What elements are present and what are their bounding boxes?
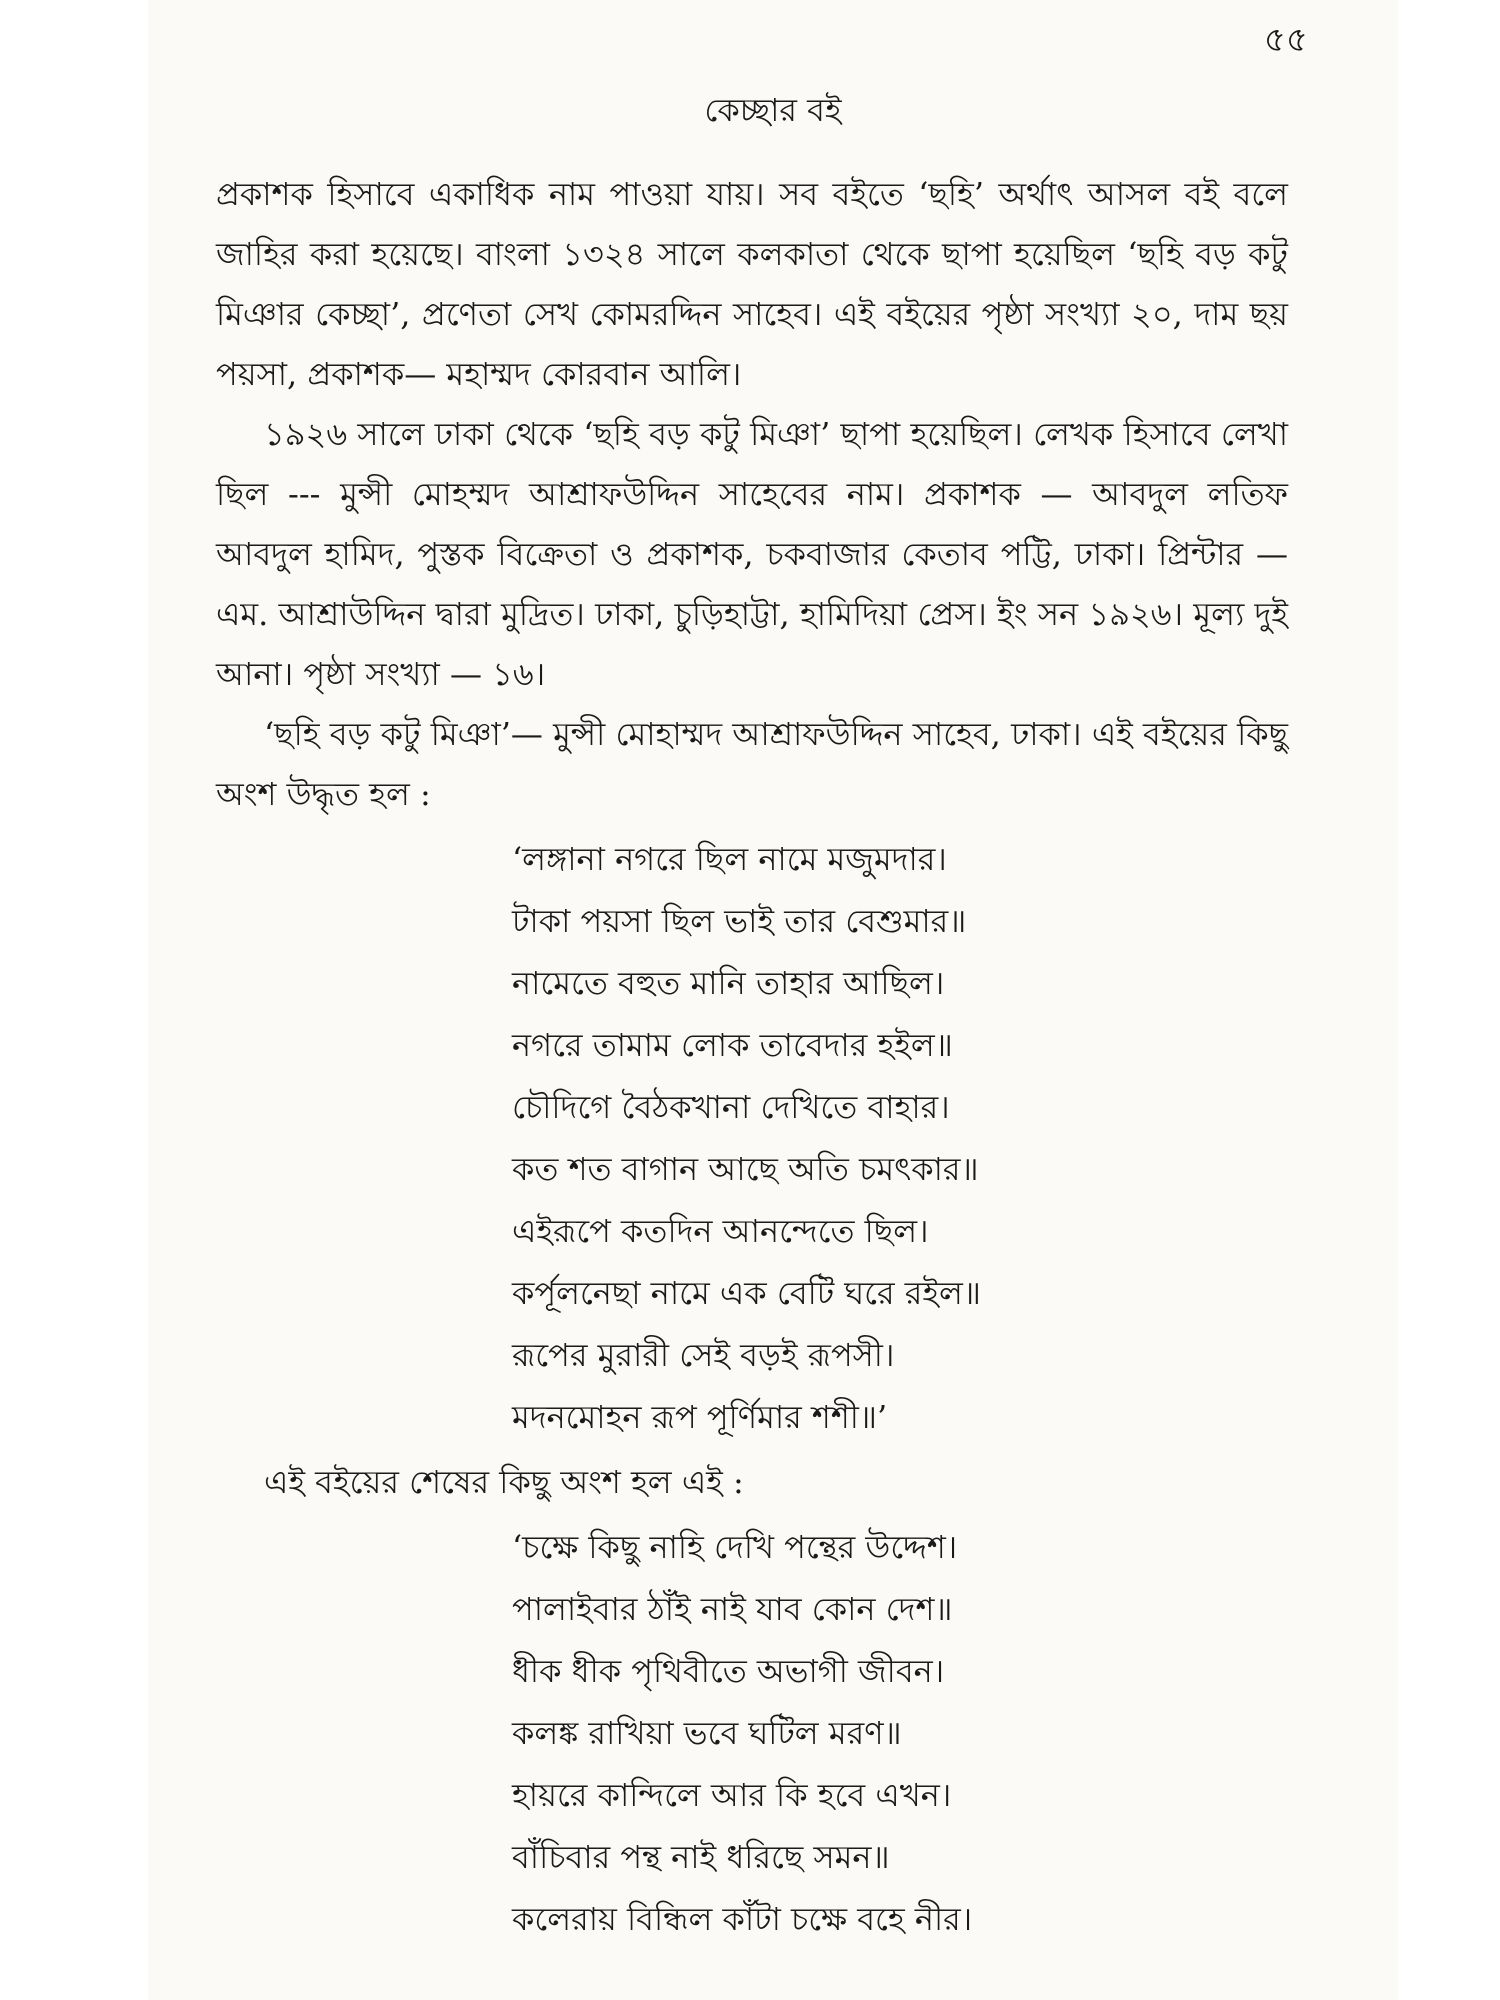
verse-line: বাঁচিবার পন্থ নাই ধরিছে সমন॥	[512, 1838, 890, 1876]
paragraph: এই বইয়ের শেষের কিছু অংশ হল এই :	[264, 1463, 744, 1501]
page-number: ৫৫	[1263, 20, 1308, 60]
page-body	[216, 164, 1288, 1954]
paragraph: ‘ছহি বড় কটু মিঞা’— মুন্সী মোহাম্মদ আশ্রাফউদ্দিন সাহেব, ঢাকা। এই বইয়ের কিছু অংশ উদ্ধৃত হল :	[216, 715, 1288, 813]
paragraph: ১৯২৬ সালে ঢাকা থেকে ‘ছহি বড় কটু মিঞা’ ছাপা হয়েছিল। লেখক হিসাবে লেখা ছিল --- মুন্সী মোহম্মদ আশ্রাফউদ্দিন সাহেবের নাম। প্রকাশক — আবদুল লতিফ আবদুল হামিদ, পুস্তক বিক্রেতা ও প্রকাশক, চকবাজার কেতাব পট্টি, ঢাকা। প্রিন্টার — এম. আশ্রাউদ্দিন দ্বারা মুদ্রিত। ঢাকা, চুড়িহাট্টা, হামিদিয়া প্রেস। ইং সন ১৯২৬। মূল্য দুই আনা। পৃষ্ঠা সংখ্যা — ১৬।	[216, 415, 1288, 693]
verse-quote-2	[216, 1516, 1288, 1950]
running-head: কেচ্ছার বই	[704, 91, 842, 129]
verse-line: ‘চক্ষে কিছু নাহি দেখি পন্থের উদ্দেশ।	[512, 1528, 958, 1566]
verse-line: টাকা পয়সা ছিল ভাই তার বেশুমার॥	[512, 902, 967, 940]
verse-line: কলঙ্ক রাখিয়া ভবে ঘটিল মরণ॥	[512, 1714, 902, 1752]
verse-line: ‘লঙ্গানা নগরে ছিল নামে মজুমদার।	[512, 840, 947, 878]
verse-line: চৌদিগে বৈঠকখানা দেখিতে বাহার।	[512, 1088, 950, 1126]
verse-line: নগরে তামাম লোক তাবেদার হইল॥	[512, 1026, 953, 1064]
paragraph: প্রকাশক হিসাবে একাধিক নাম পাওয়া যায়। সব বইতে ‘ছহি’ অর্থাৎ আসল বই বলে জাহির করা হয়েছে। বাংলা ১৩২৪ সালে কলকাতা থেকে ছাপা হয়েছিল ‘ছহি বড় কটু মিঞার কেচ্ছা’, প্রণেতা সেখ কোমরদ্দিন সাহেব। এই বইয়ের পৃষ্ঠা সংখ্যা ২০, দাম ছয় পয়সা, প্রকাশক— মহাম্মদ কোরবান আলি।	[216, 175, 1288, 393]
verse-line: কত শত বাগান আছে অতি চমৎকার॥	[512, 1150, 979, 1188]
book-page	[148, 0, 1398, 2000]
verse-line: রূপের মুরারী সেই বড়ই রূপসী।	[512, 1336, 895, 1374]
verse-line: পালাইবার ঠাঁই নাই যাব কোন দেশ॥	[512, 1590, 953, 1628]
verse-line: হায়রে কান্দিলে আর কি হবে এখন।	[512, 1776, 952, 1814]
verse-line: নামেতে বহুত মানি তাহার আছিল।	[512, 964, 945, 1002]
verse-line: এইরূপে কতদিন আনন্দেতে ছিল।	[512, 1212, 929, 1250]
verse-line: কলেরায় বিন্ধিল কাঁটা চক্ষে বহে নীর।	[512, 1900, 973, 1938]
verse-line: কর্পূলনেছা নামে এক বেটি ঘরে রইল॥	[512, 1274, 981, 1312]
verse-line: ধীক ধীক পৃথিবীতে অভাগী জীবন।	[512, 1652, 945, 1690]
verse-line: মদনমোহন রূপ পূর্ণিমার শশী॥’	[512, 1398, 888, 1436]
verse-quote-1	[216, 828, 1288, 1448]
